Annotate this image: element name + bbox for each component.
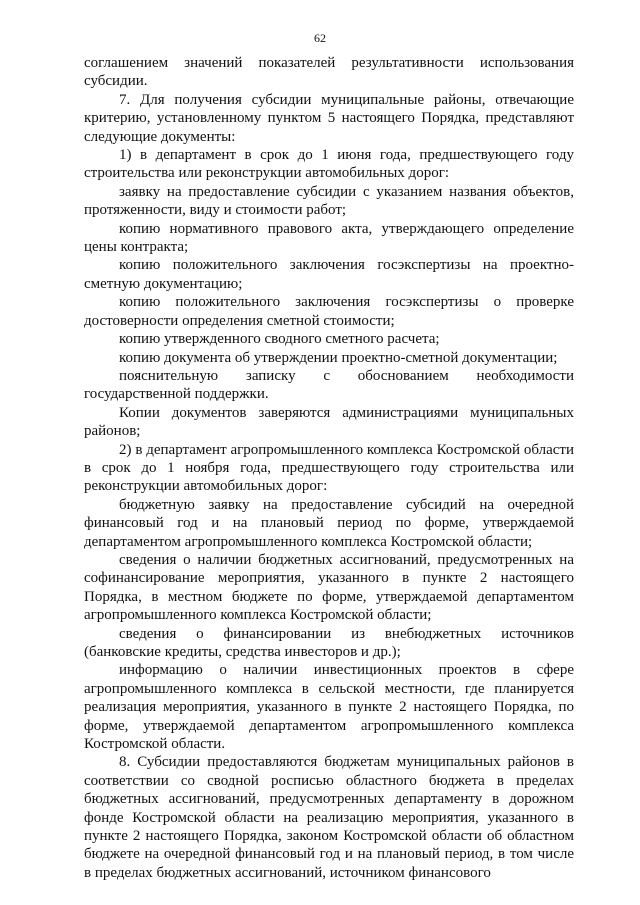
document-body [84, 54, 574, 882]
page-number: 62 [314, 31, 326, 45]
paragraph: 7. Для получения субсидии муниципальные районы, отвечающие критерию, установленному пунктом 5 настоящего Порядка, представляют следующие документы: [84, 91, 574, 145]
paragraph: пояснительную записку с обоснованием необходимости государственной поддержки. [84, 367, 574, 403]
paragraph: 8. Субсидии предоставляются бюджетам муниципальных районов в соответствии со сводной росписью областного бюджета в пределах бюджетных ассигнований, предусмотренных департаменту в дорожном фонде Костромской области на реализацию мероприятия, указанного в пункте 2 настоящего Порядка, законом Костромской области об областном бюджете на очередной финансовый год и на плановый период, в том числе в пределах бюджетных ассигнований, источником финансового [84, 754, 574, 881]
paragraph: бюджетную заявку на предоставление субсидий на очередной финансовый год и на плановый период по форме, утверждаемой департаментом агропромышленного комплекса Костромской области; [84, 496, 574, 550]
paragraph: копию положительного заключения госэкспертизы на проектно-сметную документацию; [84, 257, 574, 292]
paragraph: копию документа об утверждении проектно-сметной документации; [119, 349, 558, 366]
paragraph: информацию о наличии инвестиционных проектов в сфере агропромышленного комплекса в сельской местности, где планируется реализация мероприятия, указанного в пункте 2 настоящего Порядка, по форме, утверждаемой департаментом агропромышленного комплекса Костромской области. [84, 662, 574, 753]
paragraph: Копии документов заверяются администрациями муниципальных районов; [84, 404, 574, 440]
paragraph: 1) в департамент в срок до 1 июня года, предшествующего году строительства или реконструкции автомобильных дорог: [84, 147, 574, 182]
paragraph: сведения о финансировании из внебюджетных источников (банковские кредиты, средства инвесторов и др.); [84, 625, 574, 660]
paragraph: 2) в департамент агропромышленного комплекса Костромской области в срок до 1 ноября года, предшествующего году строительства или реконструкции автомобильных дорог: [84, 441, 574, 495]
paragraph: сведения о наличии бюджетных ассигнований, предусмотренных на софинансирование мероприятия, указанного в пункте 2 настоящего Порядка, в местном бюджете по форме, утверждаемой департаментом агропромышленного комплекса Костромской области; [84, 551, 574, 624]
paragraph: соглашением значений показателей результативности использования субсидии. [84, 55, 574, 90]
paragraph: заявку на предоставление субсидии с указанием названия объектов, протяженности, виду и стоимости работ; [84, 183, 574, 219]
paragraph: копию нормативного правового акта, утверждающего определение цены контракта; [84, 220, 574, 256]
paragraph: копию положительного заключения госэкспертизы о проверке достоверности определения сметной стоимости; [84, 294, 574, 329]
paragraph: копию утвержденного сводного сметного расчета; [119, 331, 440, 348]
